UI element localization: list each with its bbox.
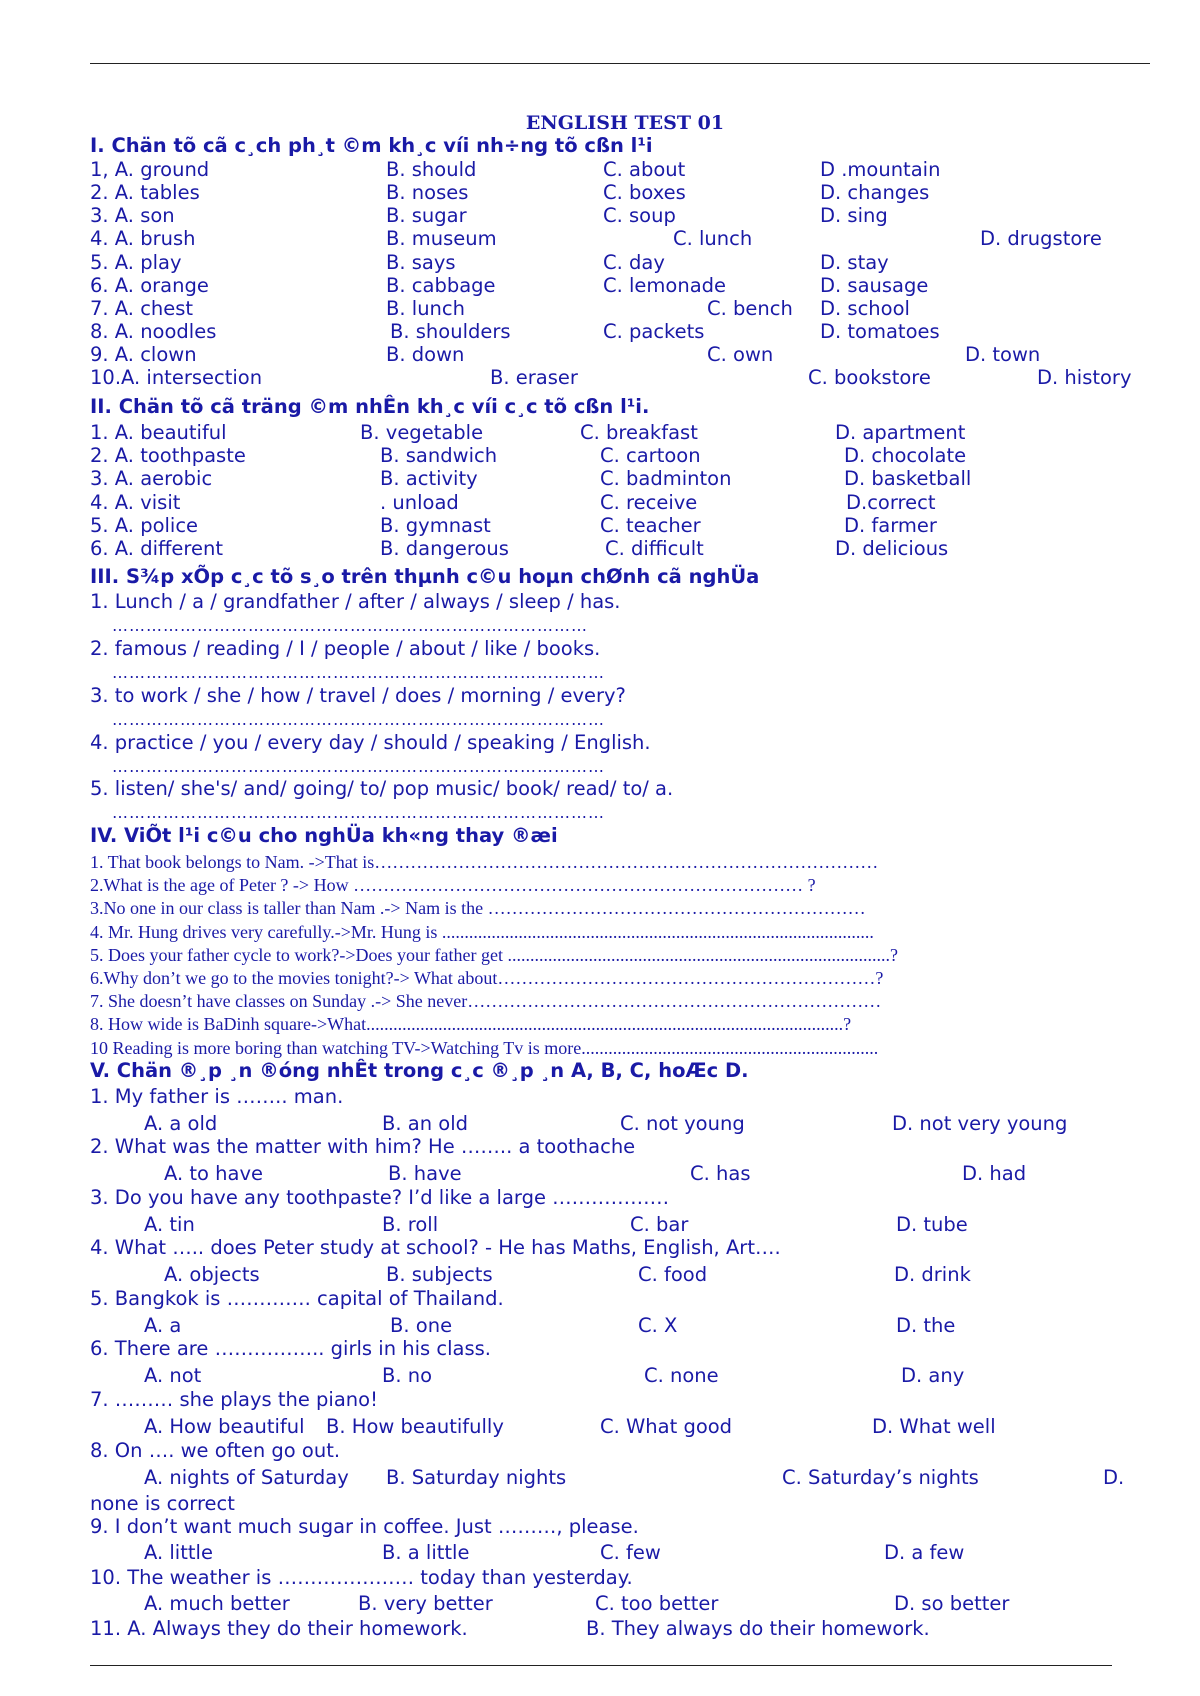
page-title: ENGLISH TEST 01 <box>525 112 725 134</box>
option: B. noses <box>386 181 469 204</box>
option: C. soup <box>603 204 676 227</box>
option: 4. A. visit <box>90 491 181 514</box>
question-row <box>90 1236 1140 1258</box>
option: D.correct <box>846 491 936 514</box>
rewrite-item: 10 Reading is more boring than watching TV->Watching Tv is more.................................................................. <box>90 1038 879 1058</box>
option: C. lunch <box>673 227 753 250</box>
answer-option: A. How beautiful <box>144 1415 305 1438</box>
rewrite-item: 8. How wide is BaDinh square->What..........................................................................................................? <box>90 1014 852 1034</box>
answer-line: ………………………………………………………………………… <box>112 616 588 635</box>
answer-line: …………………………………………………………………………… <box>112 710 605 729</box>
option: 8. A. noodles <box>90 320 217 343</box>
rewrite-row <box>90 1038 1140 1060</box>
question: 3. Do you have any toothpaste? I’d like a large ……………… <box>90 1186 670 1209</box>
option: C. bench <box>707 297 793 320</box>
options-wrap-row <box>90 1492 1140 1514</box>
bottom-rule <box>90 1665 1112 1666</box>
question-row <box>90 1388 1140 1410</box>
section-heading: V. Chän ®¸p ¸n ®óng nhÊt trong c¸c ®¸p ¸n A, B, C, hoÆc D. <box>90 1059 749 1082</box>
answer-option: A. nights of Saturday <box>144 1466 349 1489</box>
pronunciation-row <box>90 343 1140 365</box>
option: B. gymnast <box>380 514 491 537</box>
question-row <box>90 1515 1140 1537</box>
question: 2. What was the matter with him? He …….. a toothache <box>90 1135 636 1158</box>
pronunciation-row <box>90 274 1140 296</box>
option: B. museum <box>386 227 497 250</box>
option: D. school <box>820 297 910 320</box>
stress-row <box>90 537 1140 559</box>
answer-line: …………………………………………………………………………… <box>112 757 605 776</box>
option: D. delicious <box>835 537 949 560</box>
answer-option: D. What well <box>872 1415 996 1438</box>
answer-option: C. none <box>644 1364 719 1387</box>
section-heading: II. Chän tõ cã träng ©m nhÊn kh¸c víi c¸c tõ cßn l¹i. <box>90 395 650 418</box>
options-row <box>90 1263 1140 1285</box>
answer-option: A. tin <box>144 1213 195 1236</box>
rewrite-item: 2.What is the age of Peter ? -> How ………………………………………………………………… ? <box>90 875 816 895</box>
stress-row <box>90 444 1140 466</box>
answer-option: A. to have <box>164 1162 264 1185</box>
answer-option: B. a little <box>382 1541 470 1564</box>
question-row <box>90 1186 1140 1208</box>
answer-option: A. not <box>144 1364 202 1387</box>
question: 5. Bangkok is …………. capital of Thailand. <box>90 1287 504 1310</box>
rewrite-row <box>90 875 1140 897</box>
word-order-row <box>90 637 1140 659</box>
pronunciation-row <box>90 158 1140 180</box>
option: C. breakfast <box>580 421 698 444</box>
option: D. tomatoes <box>820 320 940 343</box>
option: D. farmer <box>844 514 937 537</box>
section-5-heading <box>90 1059 1140 1081</box>
answer-option: B. roll <box>382 1213 439 1236</box>
answer-option: D. had <box>962 1162 1027 1185</box>
option: B. cabbage <box>386 274 496 297</box>
answer-option: C. not young <box>620 1112 745 1135</box>
answer-option: B. have <box>388 1162 462 1185</box>
answer-option: D. any <box>901 1364 965 1387</box>
answer-option: C. X <box>638 1314 678 1337</box>
question: 8. On …. we often go out. <box>90 1439 341 1462</box>
option: 2. A. tables <box>90 181 200 204</box>
option: C. packets <box>603 320 705 343</box>
answer-line: …………………………………………………………………………… <box>112 663 605 682</box>
answer-option: B. very better <box>358 1592 493 1615</box>
option: 10.A. intersection <box>90 366 263 389</box>
stress-row <box>90 467 1140 489</box>
answer-option: D. a few <box>884 1541 965 1564</box>
options-row <box>90 1314 1140 1336</box>
options-row <box>90 1592 1140 1614</box>
rewrite-item: 6.Why don’t we go to the movies tonight?-> What about………………………………………………………? <box>90 968 884 988</box>
answer-option: B. Saturday nights <box>386 1466 567 1489</box>
pronunciation-row <box>90 181 1140 203</box>
option: C. difficult <box>605 537 704 560</box>
question: 4. What ….. does Peter study at school? - He has Maths, English, Art…. <box>90 1236 781 1259</box>
word-order-item: 2. famous / reading / I / people / about / like / books. <box>90 637 601 660</box>
answer-option: D. tube <box>896 1213 968 1236</box>
section-2-heading <box>90 395 1140 417</box>
answer-option: B. an old <box>382 1112 469 1135</box>
option: B. activity <box>380 467 478 490</box>
option: 9. A. clown <box>90 343 197 366</box>
option: 6. A. different <box>90 537 224 560</box>
answer-option: C. too better <box>595 1592 719 1615</box>
answer-option: C. What good <box>600 1415 733 1438</box>
options-row <box>90 1415 1140 1437</box>
question: 11. A. Always they do their homework. <box>90 1617 468 1640</box>
question: 7. ……… she plays the piano! <box>90 1388 378 1411</box>
option: D. drugstore <box>980 227 1102 250</box>
options-row <box>90 1213 1140 1235</box>
option: B. says <box>386 251 456 274</box>
rewrite-row <box>90 922 1140 944</box>
question-row <box>90 1337 1140 1359</box>
rewrite-item: 5. Does your father cycle to work?->Does your father get .....................................................................................? <box>90 945 898 965</box>
section-1-heading <box>90 134 1140 156</box>
option: 5. A. play <box>90 251 182 274</box>
option: B. should <box>386 158 477 181</box>
option: B. sandwich <box>380 444 498 467</box>
section-heading: IV. ViÕt l¹i c©u cho nghÜa kh«ng thay ®æi <box>90 824 558 847</box>
answer-option: B. no <box>382 1364 433 1387</box>
answer-option: B. one <box>390 1314 453 1337</box>
answer-option: C. few <box>600 1541 661 1564</box>
option: D. changes <box>820 181 930 204</box>
question: 9. I don’t want much sugar in coffee. Just ………, please. <box>90 1515 639 1538</box>
option: D. chocolate <box>844 444 967 467</box>
pronunciation-row <box>90 366 1140 388</box>
option: 3. A. son <box>90 204 175 227</box>
option: B. down <box>386 343 465 366</box>
question-row <box>90 1085 1140 1107</box>
option: C. teacher <box>600 514 701 537</box>
option: B. sugar <box>386 204 467 227</box>
option: C. receive <box>600 491 698 514</box>
answer-option: C. Saturday’s nights <box>782 1466 979 1489</box>
option: D. town <box>965 343 1041 366</box>
option: D .mountain <box>820 158 941 181</box>
option: C. boxes <box>603 181 686 204</box>
question-row <box>90 1566 1140 1588</box>
pronunciation-row <box>90 297 1140 319</box>
options-row <box>90 1466 1140 1488</box>
rewrite-row <box>90 852 1140 874</box>
rewrite-item: 1. That book belongs to Nam. ->That is………………………………………………………………………… <box>90 852 879 872</box>
option: D. apartment <box>835 421 966 444</box>
option: 7. A. chest <box>90 297 194 320</box>
pronunciation-row <box>90 227 1140 249</box>
rewrite-row <box>90 968 1140 990</box>
rewrite-row <box>90 991 1140 1013</box>
question-11-option-b <box>90 1617 1140 1639</box>
question-row <box>90 1135 1140 1157</box>
option: 3. A. aerobic <box>90 467 213 490</box>
answer-option: C. food <box>638 1263 708 1286</box>
stress-row <box>90 514 1140 536</box>
word-order-item: 5. listen/ she's/ and/ going/ to/ pop music/ book/ read/ to/ a. <box>90 777 674 800</box>
answer-option: none is correct <box>90 1492 235 1515</box>
options-row <box>90 1364 1140 1386</box>
answer-option: B. subjects <box>386 1263 493 1286</box>
answer-line: …………………………………………………………………………… <box>112 803 605 822</box>
answer-option: A. a <box>144 1314 182 1337</box>
option: 1, A. ground <box>90 158 210 181</box>
stress-row <box>90 421 1140 443</box>
option: B. dangerous <box>380 537 509 560</box>
option: 5. A. police <box>90 514 199 537</box>
word-order-item: 3. to work / she / how / travel / does / morning / every? <box>90 684 626 707</box>
rewrite-row <box>90 1014 1140 1036</box>
rewrite-item: 3.No one in our class is taller than Nam .-> Nam is the ……………………………………………………… <box>90 898 866 918</box>
answer-option: C. has <box>690 1162 751 1185</box>
answer-option: D. not very young <box>892 1112 1068 1135</box>
pronunciation-row <box>90 320 1140 342</box>
options-row <box>90 1162 1140 1184</box>
answer-option: D. the <box>896 1314 956 1337</box>
options-row <box>90 1541 1140 1563</box>
answer-option: C. bar <box>630 1213 689 1236</box>
answer-option: A. little <box>144 1541 213 1564</box>
option: B. lunch <box>386 297 465 320</box>
option: D. stay <box>820 251 889 274</box>
rewrite-row <box>90 945 1140 967</box>
option: D. sausage <box>820 274 929 297</box>
word-order-row <box>90 684 1140 706</box>
option: C. bookstore <box>808 366 931 389</box>
answer-option: A. objects <box>164 1263 260 1286</box>
stress-row <box>90 491 1140 513</box>
question-row <box>90 1287 1140 1309</box>
option: C. lemonade <box>603 274 727 297</box>
section-heading: I. Chän tõ cã c¸ch ph¸t ©m kh¸c víi nh÷ng tõ cßn l¹i <box>90 134 653 157</box>
word-order-item: 4. practice / you / every day / should / speaking / English. <box>90 731 651 754</box>
section-3-heading <box>90 565 1140 587</box>
option: 1. A. beautiful <box>90 421 227 444</box>
option: B. eraser <box>490 366 578 389</box>
option: D. history <box>1037 366 1132 389</box>
option: D. basketball <box>844 467 972 490</box>
option: 2. A. toothpaste <box>90 444 246 467</box>
question: 6. There are …………….. girls in his class. <box>90 1337 491 1360</box>
word-order-row <box>90 731 1140 753</box>
answer-option: D. <box>1103 1466 1125 1489</box>
rewrite-item: 4. Mr. Hung drives very carefully.->Mr. Hung is ................................................................................................ <box>90 922 874 942</box>
options-row <box>90 1112 1140 1134</box>
top-rule <box>90 63 1150 64</box>
question: 10. The weather is ………………… today than yesterday. <box>90 1566 633 1589</box>
answer-option: B. They always do their homework. <box>586 1617 930 1640</box>
option: C. day <box>603 251 665 274</box>
section-4-heading <box>90 824 1140 846</box>
option: C. about <box>603 158 686 181</box>
question: 1. My father is …….. man. <box>90 1085 344 1108</box>
option: C. own <box>707 343 774 366</box>
option: . unload <box>380 491 459 514</box>
pronunciation-row <box>90 204 1140 226</box>
option: B. shoulders <box>390 320 511 343</box>
option: 4. A. brush <box>90 227 196 250</box>
option: B. vegetable <box>360 421 484 444</box>
pronunciation-row <box>90 251 1140 273</box>
section-heading: III. S¾p xÕp c¸c tõ s¸o trên thµnh c©u hoµn chØnh cã nghÜa <box>90 565 760 588</box>
option: 6. A. orange <box>90 274 209 297</box>
question-row <box>90 1439 1140 1461</box>
answer-option: A. a old <box>144 1112 218 1135</box>
option: C. cartoon <box>600 444 701 467</box>
answer-option: B. How beautifully <box>326 1415 504 1438</box>
word-order-row <box>90 777 1140 799</box>
answer-option: D. so better <box>894 1592 1010 1615</box>
answer-option: D. drink <box>894 1263 971 1286</box>
answer-option: A. much better <box>144 1592 290 1615</box>
option: C. badminton <box>600 467 732 490</box>
rewrite-item: 7. She doesn’t have classes on Sunday .-> She never…………………………………………………………… <box>90 991 882 1011</box>
rewrite-row <box>90 898 1140 920</box>
word-order-row <box>90 590 1140 612</box>
word-order-item: 1. Lunch / a / grandfather / after / always / sleep / has. <box>90 590 621 613</box>
option: D. sing <box>820 204 888 227</box>
